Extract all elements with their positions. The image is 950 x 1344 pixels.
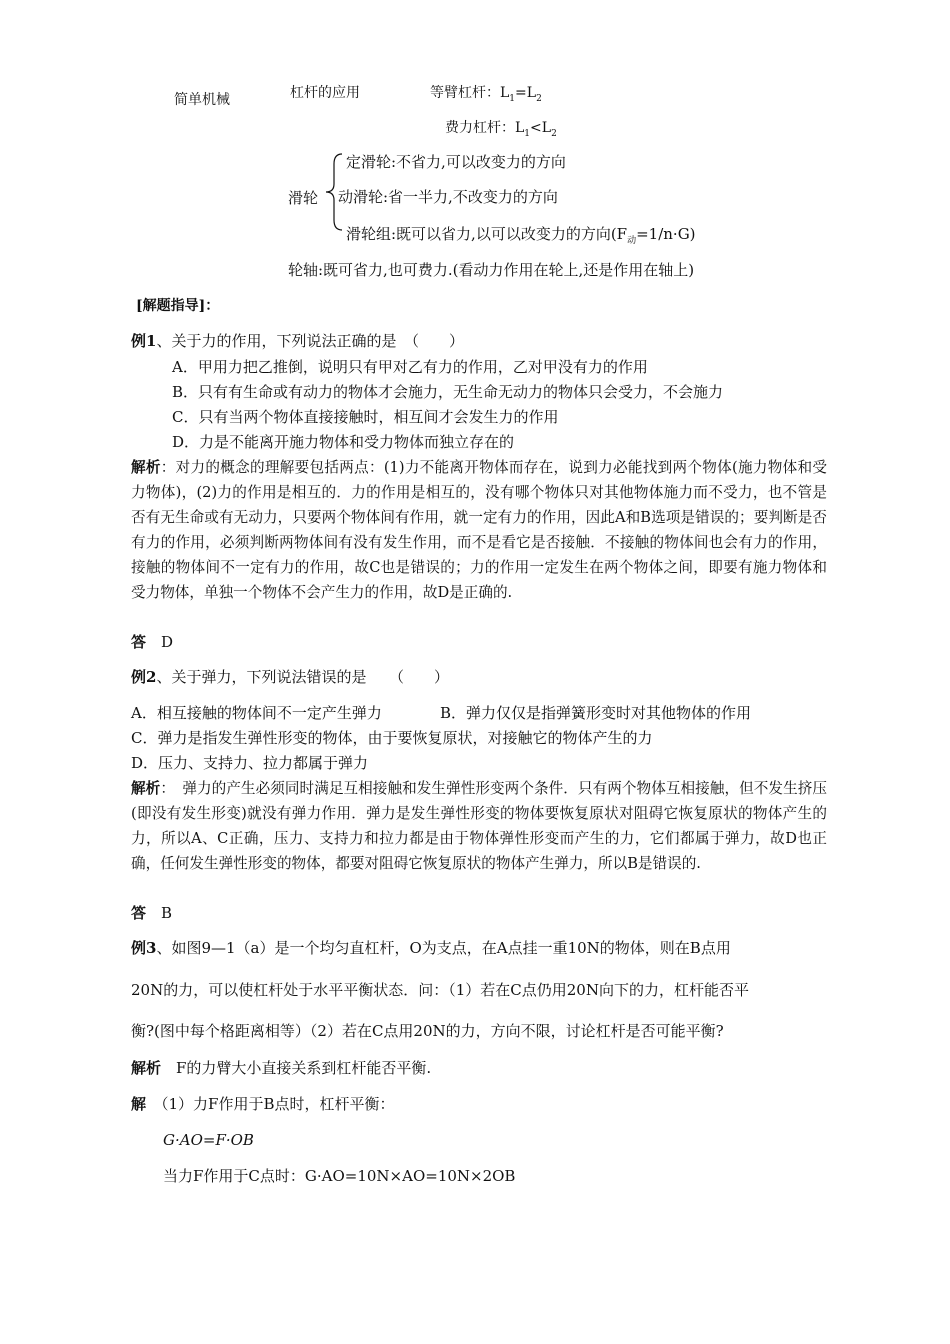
ex3-analysis: [131, 1061, 431, 1076]
ex1-answer-value: D: [161, 633, 174, 651]
ex3-label: 例3: [131, 939, 157, 957]
ex2-analysis-label: 解析: [131, 780, 161, 797]
ex1-question-text: 、关于力的作用，下列说法正确的是 （ ）: [156, 332, 464, 350]
ex3-solution: [131, 1097, 395, 1112]
ex3-analysis-text: F的力臂大小直接关系到杠杆能否平衡.: [161, 1059, 432, 1077]
ex3-equation-1: G·AO=F·OB: [163, 1131, 254, 1149]
ex1-option-a: A．甲用力把乙推倒，说明只有甲对乙有力的作用，乙对甲没有力的作用: [172, 358, 648, 376]
outline-effort-lever: [445, 121, 557, 139]
ex2-analysis-text: ： 弹力的产生必须同时满足互相接触和发生弹性形变两个条件．只有两个物体互相接触，但不发生挤压(即没有发生形变)就没有弹力作用．弹力是发生弹性形变的物体要恢复原状对阻碍它恢复原状的物体产生的力，所以A、C正确，压力、支持力和拉力都是由于物体弹性形变而产生的力，它们都属于弹力，故D也正确，任何发生弹性形变的物体，都要对阻碍它恢复原状的物体产生弹力，所以B是错误的.: [131, 780, 827, 872]
ex1-analysis-text: ：对力的概念的理解要包括两点：(1)力不能离开物体而存在，说到力必能找到两个物体(施力物体和受力物体)，(2)力的作用是相互的．力的作用是相互的，没有哪个物体只对其他物体施力而不受力，也不管是否有无生命或有无动力，只要两个物体间有作用，就一定有力的作用，因此A和B选项是错误的；要判断是否有力的作用，必须判断两物体间有没有发生作用，而不是看它是否接触．不接触的物体间也会有力的作用，接触的物体间不一定有力的作用，故C也是错误的；力的作用一定发生在两个物体之间，即要有施力物体和受力物体，单独一个物体不会产生力的作用，故D是正确的.: [131, 459, 827, 601]
ex1-analysis: [131, 455, 827, 605]
outline-lever-application: 杠杆的应用: [290, 85, 360, 101]
equal-lever-sub2: 2: [536, 93, 542, 104]
outline-moving-pulley: 动滑轮:省一半力,不改变力的方向: [338, 188, 558, 206]
effort-lever-text: 费力杠杆：L: [445, 120, 525, 136]
guide-heading: [解题指导]：: [136, 298, 220, 314]
pulley-block-end: =1/n·G): [636, 225, 696, 243]
ex2-answer-label: 答: [131, 904, 147, 922]
ex3-line1-text: 、如图9—1（a）是一个均匀直杠杆，O为支点，在A点挂一重10N的物体，则在B点用: [156, 939, 731, 957]
ex2-question-text: 、关于弹力，下列说法错误的是 （ ）: [156, 668, 449, 686]
effort-lever-mid: <L: [530, 120, 552, 136]
equal-lever-text: 等臂杠杆：L: [430, 85, 510, 101]
ex1-answer-label: 答: [131, 633, 147, 651]
ex1-option-b: B．只有有生命或有动力的物体才会施力，无生命无动力的物体只会受力，不会施力: [172, 383, 724, 401]
ex2-question: [131, 670, 449, 685]
ex1-question: [131, 334, 464, 349]
ex1-answer: [131, 635, 173, 650]
ex3-solution-text: （1）力F作用于B点时，杠杆平衡：: [146, 1095, 395, 1113]
ex1-label: 例1: [131, 332, 157, 350]
pulley-block-text: 滑轮组:既可以省力,以可以改变力的方向(F: [346, 225, 628, 243]
ex2-option-a: A．相互接触的物体间不一定产生弹力: [131, 704, 382, 722]
ex1-option-d: D．力是不能离开施力物体和受力物体而独立存在的: [172, 433, 515, 451]
ex2-answer: [131, 906, 172, 921]
ex1-option-c: C．只有当两个物体直接接触时，相互间才会发生力的作用: [172, 408, 559, 426]
ex2-analysis: [131, 776, 827, 876]
ex3-line-3: 衡?(图中每个格距离相等）（2）若在C点用20N的力，方向不限，讨论杠杆是否可能平衡?: [131, 1022, 724, 1040]
outline-pulley-block: [346, 227, 696, 246]
equal-lever-mid: =L: [515, 85, 537, 101]
outline-pulley-label: 滑轮: [288, 189, 319, 207]
equal-lever-sub1: 1: [509, 93, 516, 104]
pulley-block-sub: 动: [627, 236, 637, 246]
ex2-option-d: D．压力、支持力、拉力都属于弹力: [131, 754, 369, 772]
ex2-option-c: C．弹力是指发生弹性形变的物体，由于要恢复原状，对接触它的物体产生的力: [131, 729, 653, 747]
ex3-line-1: [131, 941, 731, 956]
ex3-line-2: 20N的力，可以使杠杆处于水平平衡状态．问：（1）若在C点仍用20N向下的力，杠杆能否平: [131, 981, 749, 999]
ex3-analysis-label: 解析: [131, 1059, 162, 1077]
outline-equal-arm-lever: [430, 86, 542, 104]
outline-wheel-axle: 轮轴:既可省力,也可费力.(看动力作用在轮上,还是作用在轴上): [288, 261, 695, 279]
outline-fixed-pulley: 定滑轮:不省力,可以改变力的方向: [346, 153, 566, 171]
ex2-answer-value: B: [161, 904, 173, 922]
ex3-solution-label: 解: [131, 1095, 147, 1113]
effort-lever-sub2: 2: [551, 128, 557, 139]
effort-lever-sub1: 1: [524, 128, 531, 139]
outline-title: 简单机械: [174, 92, 230, 108]
ex2-option-b: B．弹力仅仅是指弹簧形变时对其他物体的作用: [440, 704, 752, 722]
ex1-analysis-label: 解析: [131, 459, 161, 476]
ex3-equation-2: 当力F作用于C点时：G·AO=10N×AO=10N×2OB: [163, 1167, 516, 1185]
ex2-label: 例2: [131, 668, 157, 686]
